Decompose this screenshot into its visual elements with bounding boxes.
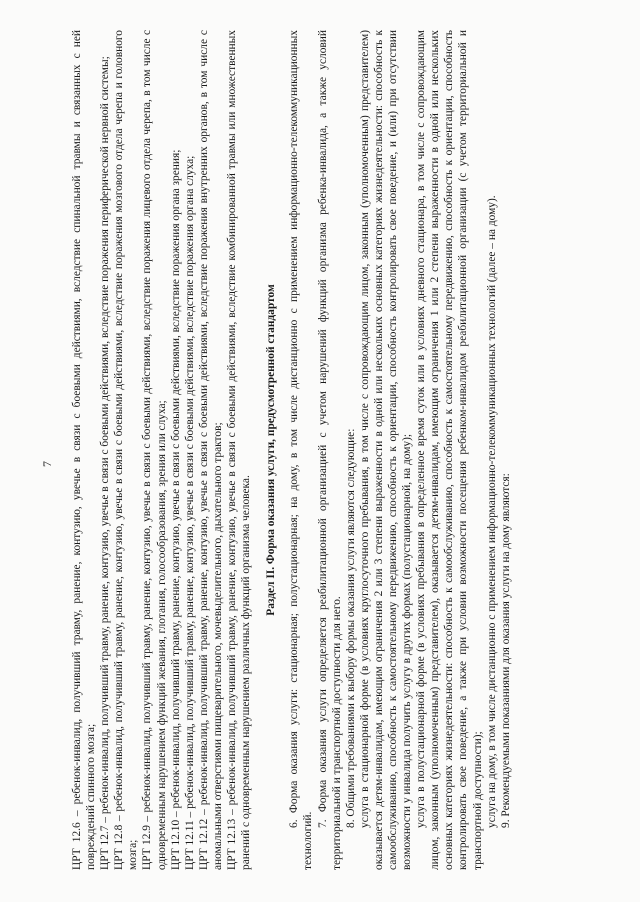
- paragraph-9: 9. Рекомендуемыми показаниями для оказания услуги на дому являются:: [499, 473, 512, 828]
- section-title: Раздел II. Форма оказания услуги, предусмотренной стандартом: [265, 284, 278, 616]
- paragraph-6: 6. Форма оказания услуги: стационарная; полустационарная; на дому, в том числе дистанционно с применением информационно-телекоммуникационных технологий.: [288, 30, 315, 870]
- injury-list: [70, 30, 253, 870]
- paragraph-8-stationary: услуга в стационарной форме (в условиях круглосуточного пребывания, в том числе с сопровождающим лицом, законным (уполномоченным) представителем) оказывается детям-инвалидам, имеющим ограничения 2 или 3 степени выраженности в одной или нескольких основных категориях жизнедеятельности: способность к самообслуживанию, способность к самостоятельному передвижению, способность к ориентации, способность контролировать свое поведение, и (или) при отсутствии возможности у инвалида получить услугу в других формах (полустационарной, на дому);: [358, 30, 414, 870]
- injury-item-12-13: ЦРТ 12.13 – ребенок-инвалид, получивший травму, ранение, контузию, увечье в связи с боевыми действиями, вследствие комбинированной травмы или множественных ранений с одновременным нарушением различных функций организма человека.: [226, 30, 253, 870]
- injury-item-12-9: ЦРТ 12.9 – ребенок-инвалид, получивший травму, ранение, контузию, увечье в связи с боевыми действиями, вследствие поражения лицевого отдела черепа, в том числе с одновременным нарушением функций жевания, глотания, голосообразования, зрения или слуха;: [141, 30, 168, 870]
- injury-item-12-7: ЦРТ 12.7 – ребенок-инвалид, получивший травму, ранение, контузию, увечье в связи с боевыми действиями, вследствие поражения периферической нервной системы;: [99, 56, 112, 870]
- paragraph-8-home: услуга на дому, в том числе дистанционно с применением информационно-телекоммуникационных технологий (далее – на дому).: [485, 195, 498, 828]
- paragraph-8-semistationary: услуга в полустационарной форме (в условиях пребывания в определенное время суток или в условиях дневного стационара, в том числе с сопровождающим лицом, законным (уполномоченным) представителем), оказывается детям-инвалидам, имеющим ограничения 1 или 2 степени выраженности в одной или нескольких основных категориях жизнедеятельности: способность к самообслуживанию, способность к самостоятельному передвижению, способность к ориентации, способность контролировать свое поведение, а также при условии возможности посещения ребенком-инвалидом реабилитационной организации (с учетом территориальной и транспортной доступности);: [415, 30, 484, 870]
- injury-item-12-11: ЦРТ 12.11 – ребенок-инвалид, получивший травму, ранение, контузию, увечье в связи с боевыми действиями, вследствие поражения органа слуха;: [183, 155, 196, 870]
- paragraph-7: 7. Форма оказания услуги определяется реабилитационной организацией с учетом нарушений функций организма ребенка-инвалида, а также условий территориальной и транспортной доступности для него.: [316, 30, 343, 870]
- injury-item-12-12: ЦРТ 12.12 – ребенок-инвалид, получивший травму, ранение, контузию, увечье в связи с боевыми действиями, вследствие поражения внутренних органов, в том числе с аномальными отверстиями пищеварительного, мочевыделительного, дыхательного трактов;: [197, 30, 224, 870]
- injury-item-12-10: ЦРТ 12.10 – ребенок-инвалид, получивший травму, ранение, контузию, увечье в связи с боевыми действиями, вследствие поражения органа зрения;: [169, 149, 182, 870]
- paragraph-8: 8. Общими требованиями к выбору формы оказания услуги являются следующие:: [344, 428, 357, 828]
- injury-item-12-8: ЦРТ 12.8 – ребенок-инвалид, получивший травму, ранение, контузию, увечье в связи с боевыми действиями, вследствие поражения мозгового отдела черепа и головного мозга;: [113, 30, 140, 870]
- injury-item-12-6: ЦРТ 12.6 – ребенок-инвалид, получивший травму, ранение, контузию, увечье в связи с боевыми действиями, вследствие спинальной травмы и связанных с ней повреждений спинного мозга;: [71, 30, 98, 870]
- page-number: 7: [40, 461, 54, 467]
- section-body: [287, 30, 513, 870]
- rotated-text-block: [70, 30, 575, 870]
